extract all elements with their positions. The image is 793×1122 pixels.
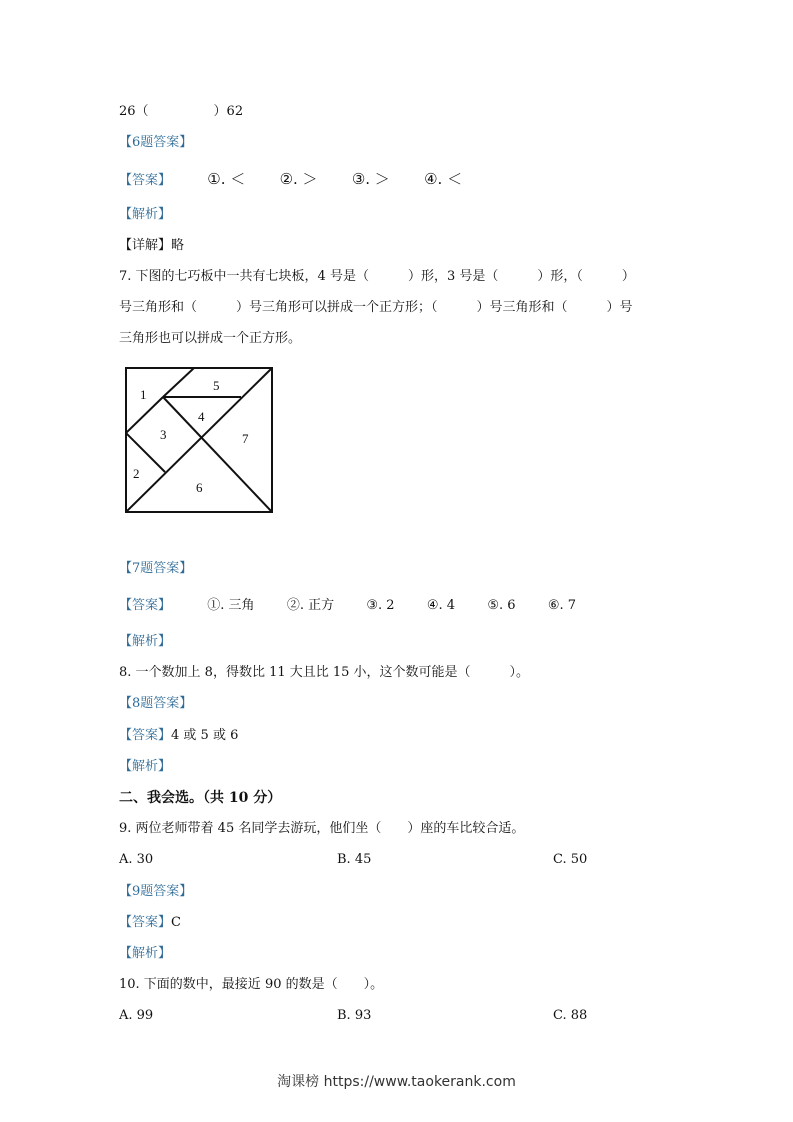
q7-answer-header: 【7题答案】	[119, 561, 193, 576]
q8-question: 8. 一个数加上 8，得数比 11 大且比 15 小，这个数可能是（ ）。	[119, 665, 530, 680]
q6-answer-row	[119, 170, 462, 190]
section-2-title: 二、我会选。（共 10 分）	[119, 790, 282, 806]
answer-text: C	[171, 915, 181, 930]
q8-answer-header: 【8题答案】	[119, 696, 193, 711]
answer-tag: 【答案】	[119, 915, 172, 930]
q8-answer-row	[119, 727, 238, 745]
answer-tag: 【答案】	[119, 728, 172, 743]
tangram-label-6: 6	[196, 480, 203, 495]
q10-choice-b: B. 93	[337, 1008, 372, 1023]
tangram-label-2: 2	[133, 466, 140, 481]
answer-item: ⑥. 7	[547, 598, 577, 613]
answer-item: ⑤. 6	[487, 598, 516, 613]
tangram-cut-line	[126, 397, 163, 433]
q6-analysis-tag: 【解析】	[119, 207, 172, 222]
q8-analysis-tag: 【解析】	[119, 759, 172, 774]
q10-choice-a: A. 99	[119, 1008, 154, 1023]
answer-item: ①. 三角	[207, 598, 255, 613]
q7-answer-row	[119, 597, 576, 615]
tangram-label-3: 3	[160, 427, 167, 442]
answer-item: ④. ＜	[424, 170, 463, 188]
q10-choice-c: C. 88	[553, 1008, 588, 1023]
tangram-figure	[123, 365, 275, 515]
detail-text: 略	[171, 238, 185, 253]
tangram-cut-line	[163, 368, 194, 397]
page-footer-watermark: 淘课榜 https://www.taokerank.com	[277, 1074, 516, 1090]
answer-item: ④. 4	[426, 598, 456, 613]
tangram-label-4: 4	[198, 409, 205, 424]
q6-detail-row	[119, 237, 184, 255]
tangram-label-1: 1	[140, 387, 147, 402]
tangram-label-7: 7	[242, 431, 249, 446]
detail-tag: 【详解】	[119, 238, 172, 253]
answer-tag: 【答案】	[119, 173, 172, 188]
q7-question-line-3: 三角形也可以拼成一个正方形。	[119, 331, 302, 346]
q9-answer-header: 【9题答案】	[119, 884, 193, 899]
q5-comparison-line: 26（ ）62	[119, 104, 244, 119]
q7-question-line-1: 7. 下图的七巧板中一共有七块板，4 号是（ ）形，3 号是（ ）形，（ ）	[119, 269, 635, 284]
answer-item: ③. 2	[366, 598, 395, 613]
q9-question: 9. 两位老师带着 45 名同学去游玩，他们坐（ ）座的车比较合适。	[119, 821, 525, 836]
answer-tag: 【答案】	[119, 598, 172, 613]
q7-question-line-2: 号三角形和（ ）号三角形可以拼成一个正方形；（ ）号三角形和（ ）号	[119, 300, 633, 315]
q6-answer-header: 【6题答案】	[119, 135, 193, 150]
q9-analysis-tag: 【解析】	[119, 946, 172, 961]
answer-item: ②. 正方	[286, 598, 335, 613]
q9-choice-b: B. 45	[337, 852, 372, 867]
answer-text: 4 或 5 或 6	[171, 728, 239, 743]
q9-choice-c: C. 50	[553, 852, 588, 867]
tangram-label-5: 5	[213, 378, 220, 393]
answer-item: ③. ＞	[351, 170, 390, 188]
q7-analysis-tag: 【解析】	[119, 634, 172, 649]
answer-item: ②. ＞	[279, 170, 318, 188]
q9-choice-a: A. 30	[119, 852, 154, 867]
q10-question: 10. 下面的数中，最接近 90 的数是（ ）。	[119, 977, 384, 992]
answer-item: ①. ＜	[207, 170, 246, 188]
tangram-cut-line	[163, 397, 272, 512]
q9-answer-row	[119, 914, 181, 932]
